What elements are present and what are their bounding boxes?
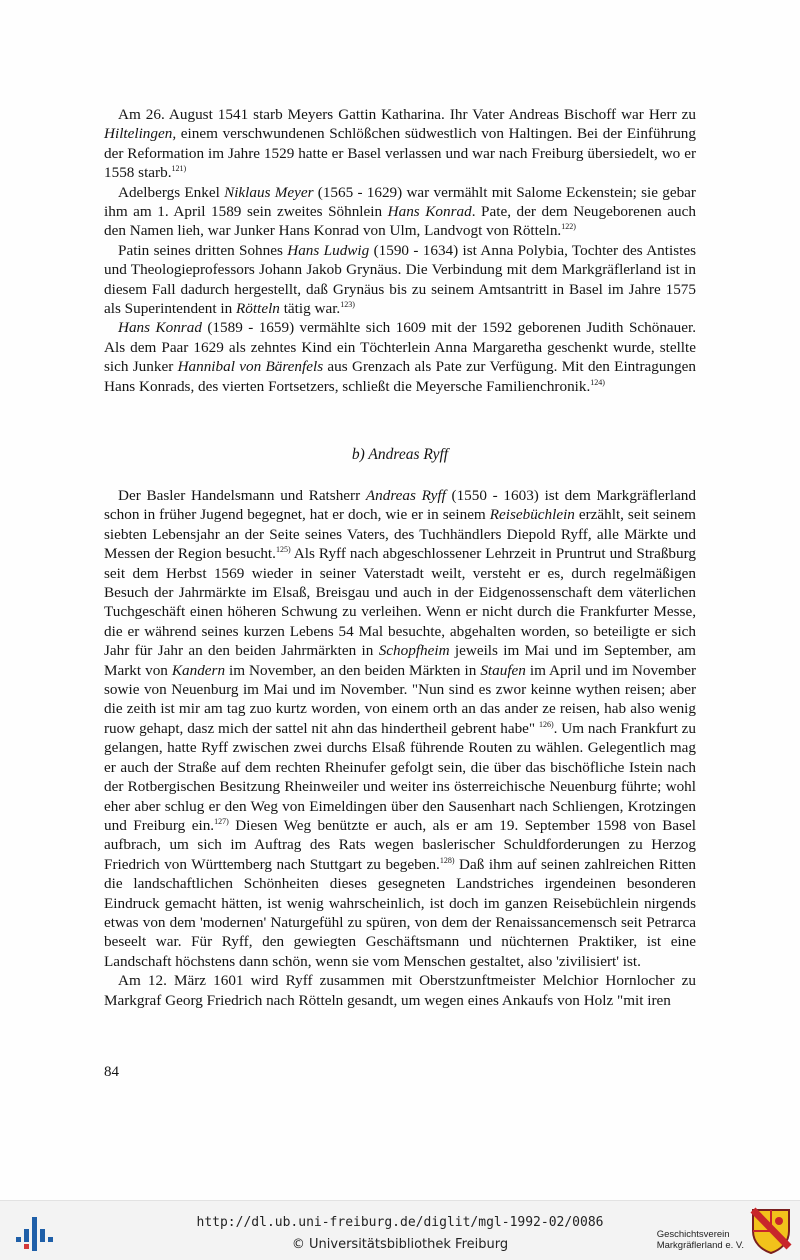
italic-name: Kandern — [171, 661, 226, 679]
text-block-andreas-ryff — [104, 486, 696, 1010]
footnote-marker: 124) — [590, 377, 605, 387]
text-block-family-chronicle — [104, 105, 696, 396]
italic-name: Hans Ludwig — [287, 241, 370, 259]
text-run: (1565 - 1629) war vermählt mit Salome Eckenstein; sie gebar ihm am 1. April 1589 sein zweites Söhnlein — [104, 183, 696, 221]
text-run: Am 12. März 1601 wird Ryff zusammen mit Oberstzunftmeister Melchior Hornlocher zu Markgraf Georg Friedrich nach Rötteln gesandt, um wegen eines Ankaufs von Holz "mit iren — [104, 972, 696, 1009]
text-run: Der Basler Handelsmann und Ratsherr — [118, 487, 366, 504]
text-run: im November, an den beiden Märkten in — [225, 661, 481, 679]
italic-name: Hans Konrad — [118, 319, 202, 337]
text-run: Adelbergs Enkel — [118, 183, 225, 201]
text-run: . Um nach Frankfurt zu gelangen, hatte Ryff zwischen zwei durchs Elsaß führende Routen zu wählen. Gelegentlich mag er auch der Straße auf dem rechten Rheinufer gefolgt sein, die über das bischöfliche Istein nach der Rotbergischen Besitzung Rheinweiler und weiter ins österreichische Neuenburg führte; wohl eher aber schlug er den Weg von Eimeldingen über den Sausenhart nach Schliengen, Krotzingen und Freiburg ein. — [104, 719, 696, 834]
italic-name: Andreas Ryff — [365, 487, 446, 504]
italic-name: Reisebüchlein — [489, 506, 575, 524]
text-run: (1590 - 1634) ist Anna Polybia, Tochter des Antistes und Theologieprofessors Johann Jakob Grynäus. Die Verbindung mit dem Markgräflerland ist in diesem Fall dadurch hergestellt, daß Grynäus bis zu seinem Amtsantritt in Basel im Jahre 1575 als Superintendent in — [104, 241, 696, 318]
paragraph — [104, 971, 696, 1010]
paragraph — [104, 318, 696, 396]
italic-name: Hans Konrad — [387, 203, 472, 221]
footnote-marker: 121) — [171, 164, 187, 174]
italic-name: Hiltelingen, — [104, 125, 177, 143]
text-run: tätig war. — [279, 300, 341, 318]
text-run: Als Ryff nach abgeschlossener Lehrzeit in Pruntrut und Straßburg seit dem Herbst 1569 wieder in seiner Vaterstadt weilt, versteht er es, durch regelmäßigen Besuch der Jahrmärkte im Elsaß, Breisgau und auch in der Eidgenossenschaft dem väterlichen Tuchgeschäft einen höheren Schwung zu verleihen. Wenn er nicht durch die Frankfurter Messe, die er während seines kurzen Lebens 54 Mal besuchte, abgehalten worden, so beteiligte er sich Jahr für Jahr an den beiden Jahrmärkten in — [104, 545, 696, 660]
text-run: aus Grenzach als Pate zur Verfügung. Mit den Eintragungen Hans Konrads, des vierten Fortsetzers, schließt die Meyersche Familienchronik. — [104, 358, 696, 395]
italic-name: Schopfheim — [378, 642, 450, 660]
source-url-link[interactable]: http://dl.ub.uni-freiburg.de/diglit/mgl-1992-02/0086 — [196, 1215, 604, 1230]
paragraph — [104, 105, 696, 183]
society-label-line2: Markgräflerland e. V. — [656, 1240, 744, 1251]
text-run: (1550 - 1603) ist dem Markgräflerland schon in früher Jugend begegnet, hat er doch, wie er in seinem — [104, 487, 696, 524]
footnote-marker: 123) — [340, 300, 355, 310]
footnote-marker: 125) — [275, 545, 291, 555]
text-run: Patin seines dritten Sohnes — [118, 241, 288, 259]
footnote-marker: 127) — [214, 816, 229, 826]
text-run: erzählt, seit seinem siebten Lebensjahr an der Seite seines Vaters, des Tuchhändlers Diepold Ryff, alle Märkte und Messen der Region besucht. — [104, 506, 696, 563]
italic-name: Rötteln — [236, 300, 280, 318]
italic-name: Staufen — [480, 661, 526, 679]
society-label-line1: Geschichtsverein — [656, 1229, 730, 1240]
coat-of-arms-icon — [750, 1207, 792, 1255]
text-run: . Pate, der dem Neugeborenen auch den Namen lieh, war Junker Hans Konrad von Ulm, Landvogt von Rötteln. — [104, 203, 696, 240]
page-number: 84 — [104, 1064, 119, 1080]
footer-bar — [0, 1200, 800, 1260]
paragraph — [104, 241, 696, 319]
society-label — [657, 1229, 744, 1251]
text-run: im April und im November sowie von Neuenburg im Mai und im November. "Nun sind es zwor keinne wythen reisen; aber die zeith ist mir am tag zuo kurtz worden, von einem orth an das ander ze reisen, hab also wenig ruow gehapt, dasz mich der sattel nit ahn das hindertheil gebrent habe" — [104, 661, 696, 737]
italic-name: Hannibal von Bärenfels — [177, 358, 324, 376]
text-run: (1589 - 1659) vermählte sich 1609 mit der 1592 geborenen Judith Schönauer. Als dem Paar 1629 als zehntes Kind ein Töchterlein Anna Margaretha geschenkt wurde, stellte sich Junker — [104, 319, 696, 376]
text-run: Daß ihm auf seinen zahlreichen Ritten die landschaftlichen Schönheiten dieses gesegneten Landstriches irgendeinen besonderen Eindruck gemacht hätten, ist wenig wahrscheinlich, ist doch im ganzen Reisebüchlein nirgends etwas von dem 'modernen' Naturgefühl zu spüren, von dem der Renaissancemensch seit Petrarca beseelt war. Für Ryff, den gewiegten Geschäftsmann und nüchternen Praktiker, ist eine Landschaft höchstens dann schön, wenn sie vom Menschen gestaltet, also 'zivilisiert' ist. — [104, 855, 697, 970]
text-run: Am 26. August 1541 starb Meyers Gattin Katharina. Ihr Vater Andreas Bischoff war Herr zu — [118, 106, 696, 123]
footnote-marker: 126) — [538, 719, 554, 729]
text-run: jeweils im Mai und im September, am Markt von — [104, 642, 696, 679]
paragraph — [104, 183, 696, 241]
section-heading: b) Andreas Ryff — [351, 446, 449, 463]
copyright-notice: © Universitätsbibliothek Freiburg — [291, 1237, 509, 1252]
paragraph — [104, 486, 696, 971]
footnote-marker: 128) — [439, 855, 455, 865]
italic-name: Niklaus Meyer — [224, 183, 314, 201]
text-run: einem verschwundenen Schlößchen südwestlich von Haltingen. Bei der Einführung der Reformation im Jahre 1529 hatte er Basel verlassen und war nach Freiburg übersiedelt, wo er 1558 starb. — [104, 125, 696, 182]
footnote-marker: 122) — [561, 222, 576, 232]
text-run: Diesen Weg benützte er auch, als er am 19. September 1598 von Basel aufbrach, um sich im Auftrag des Rats wegen baslerischer Schuldforderungen zu Herzog Friedrich von Württemberg nach Stuttgart zu begeben. — [104, 816, 696, 873]
